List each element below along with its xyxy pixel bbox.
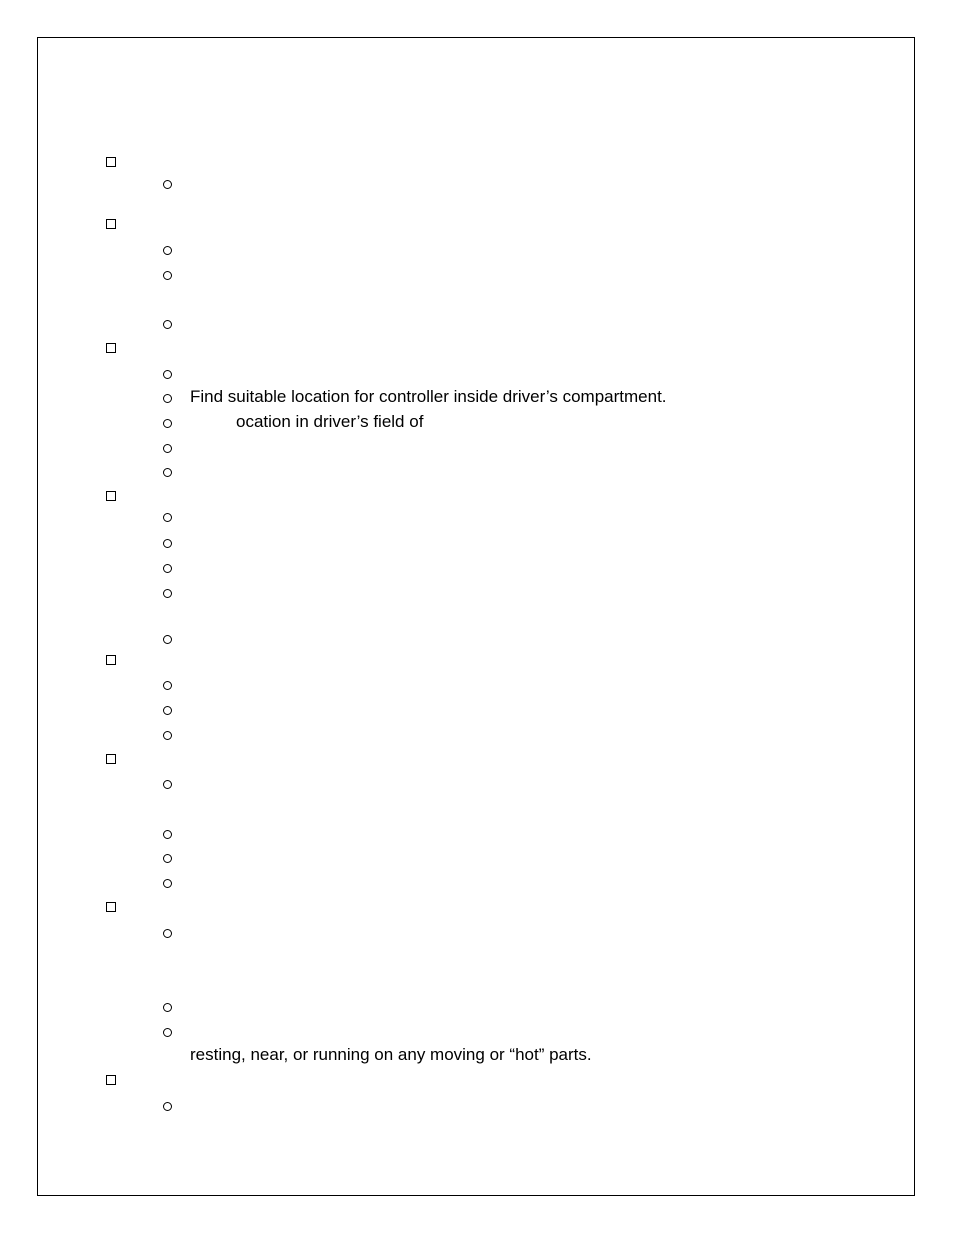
list-bullet	[163, 271, 172, 280]
list-bullet	[163, 513, 172, 522]
list-bullet	[163, 681, 172, 690]
list-bullet	[163, 854, 172, 863]
list-bullet	[163, 394, 172, 403]
list-item-text: Find suitable location for controller inside driver’s compartment.	[190, 387, 667, 406]
list-bullet	[163, 1028, 172, 1037]
list-bullet	[163, 539, 172, 548]
list-bullet	[163, 830, 172, 839]
list-bullet	[163, 589, 172, 598]
list-bullet	[163, 929, 172, 938]
checklist-box[interactable]	[106, 902, 116, 912]
checklist-box[interactable]	[106, 157, 116, 167]
list-bullet	[163, 444, 172, 453]
checklist-box[interactable]	[106, 655, 116, 665]
list-bullet	[163, 879, 172, 888]
list-bullet	[163, 706, 172, 715]
list-bullet	[163, 180, 172, 189]
list-bullet	[163, 1102, 172, 1111]
checklist-box[interactable]	[106, 343, 116, 353]
list-bullet	[163, 246, 172, 255]
list-bullet	[163, 419, 172, 428]
list-bullet	[163, 320, 172, 329]
checklist-box[interactable]	[106, 1075, 116, 1085]
checklist-box[interactable]	[106, 491, 116, 501]
list-item-text: resting, near, or running on any moving or “hot” parts.	[190, 1045, 592, 1064]
page-frame	[37, 37, 915, 1196]
checklist-box[interactable]	[106, 754, 116, 764]
checklist-box[interactable]	[106, 219, 116, 229]
list-bullet	[163, 1003, 172, 1012]
list-bullet	[163, 468, 172, 477]
list-bullet	[163, 780, 172, 789]
list-bullet	[163, 731, 172, 740]
list-item-text: ocation in driver’s field of	[236, 412, 424, 431]
list-bullet	[163, 635, 172, 644]
list-bullet	[163, 564, 172, 573]
list-bullet	[163, 370, 172, 379]
